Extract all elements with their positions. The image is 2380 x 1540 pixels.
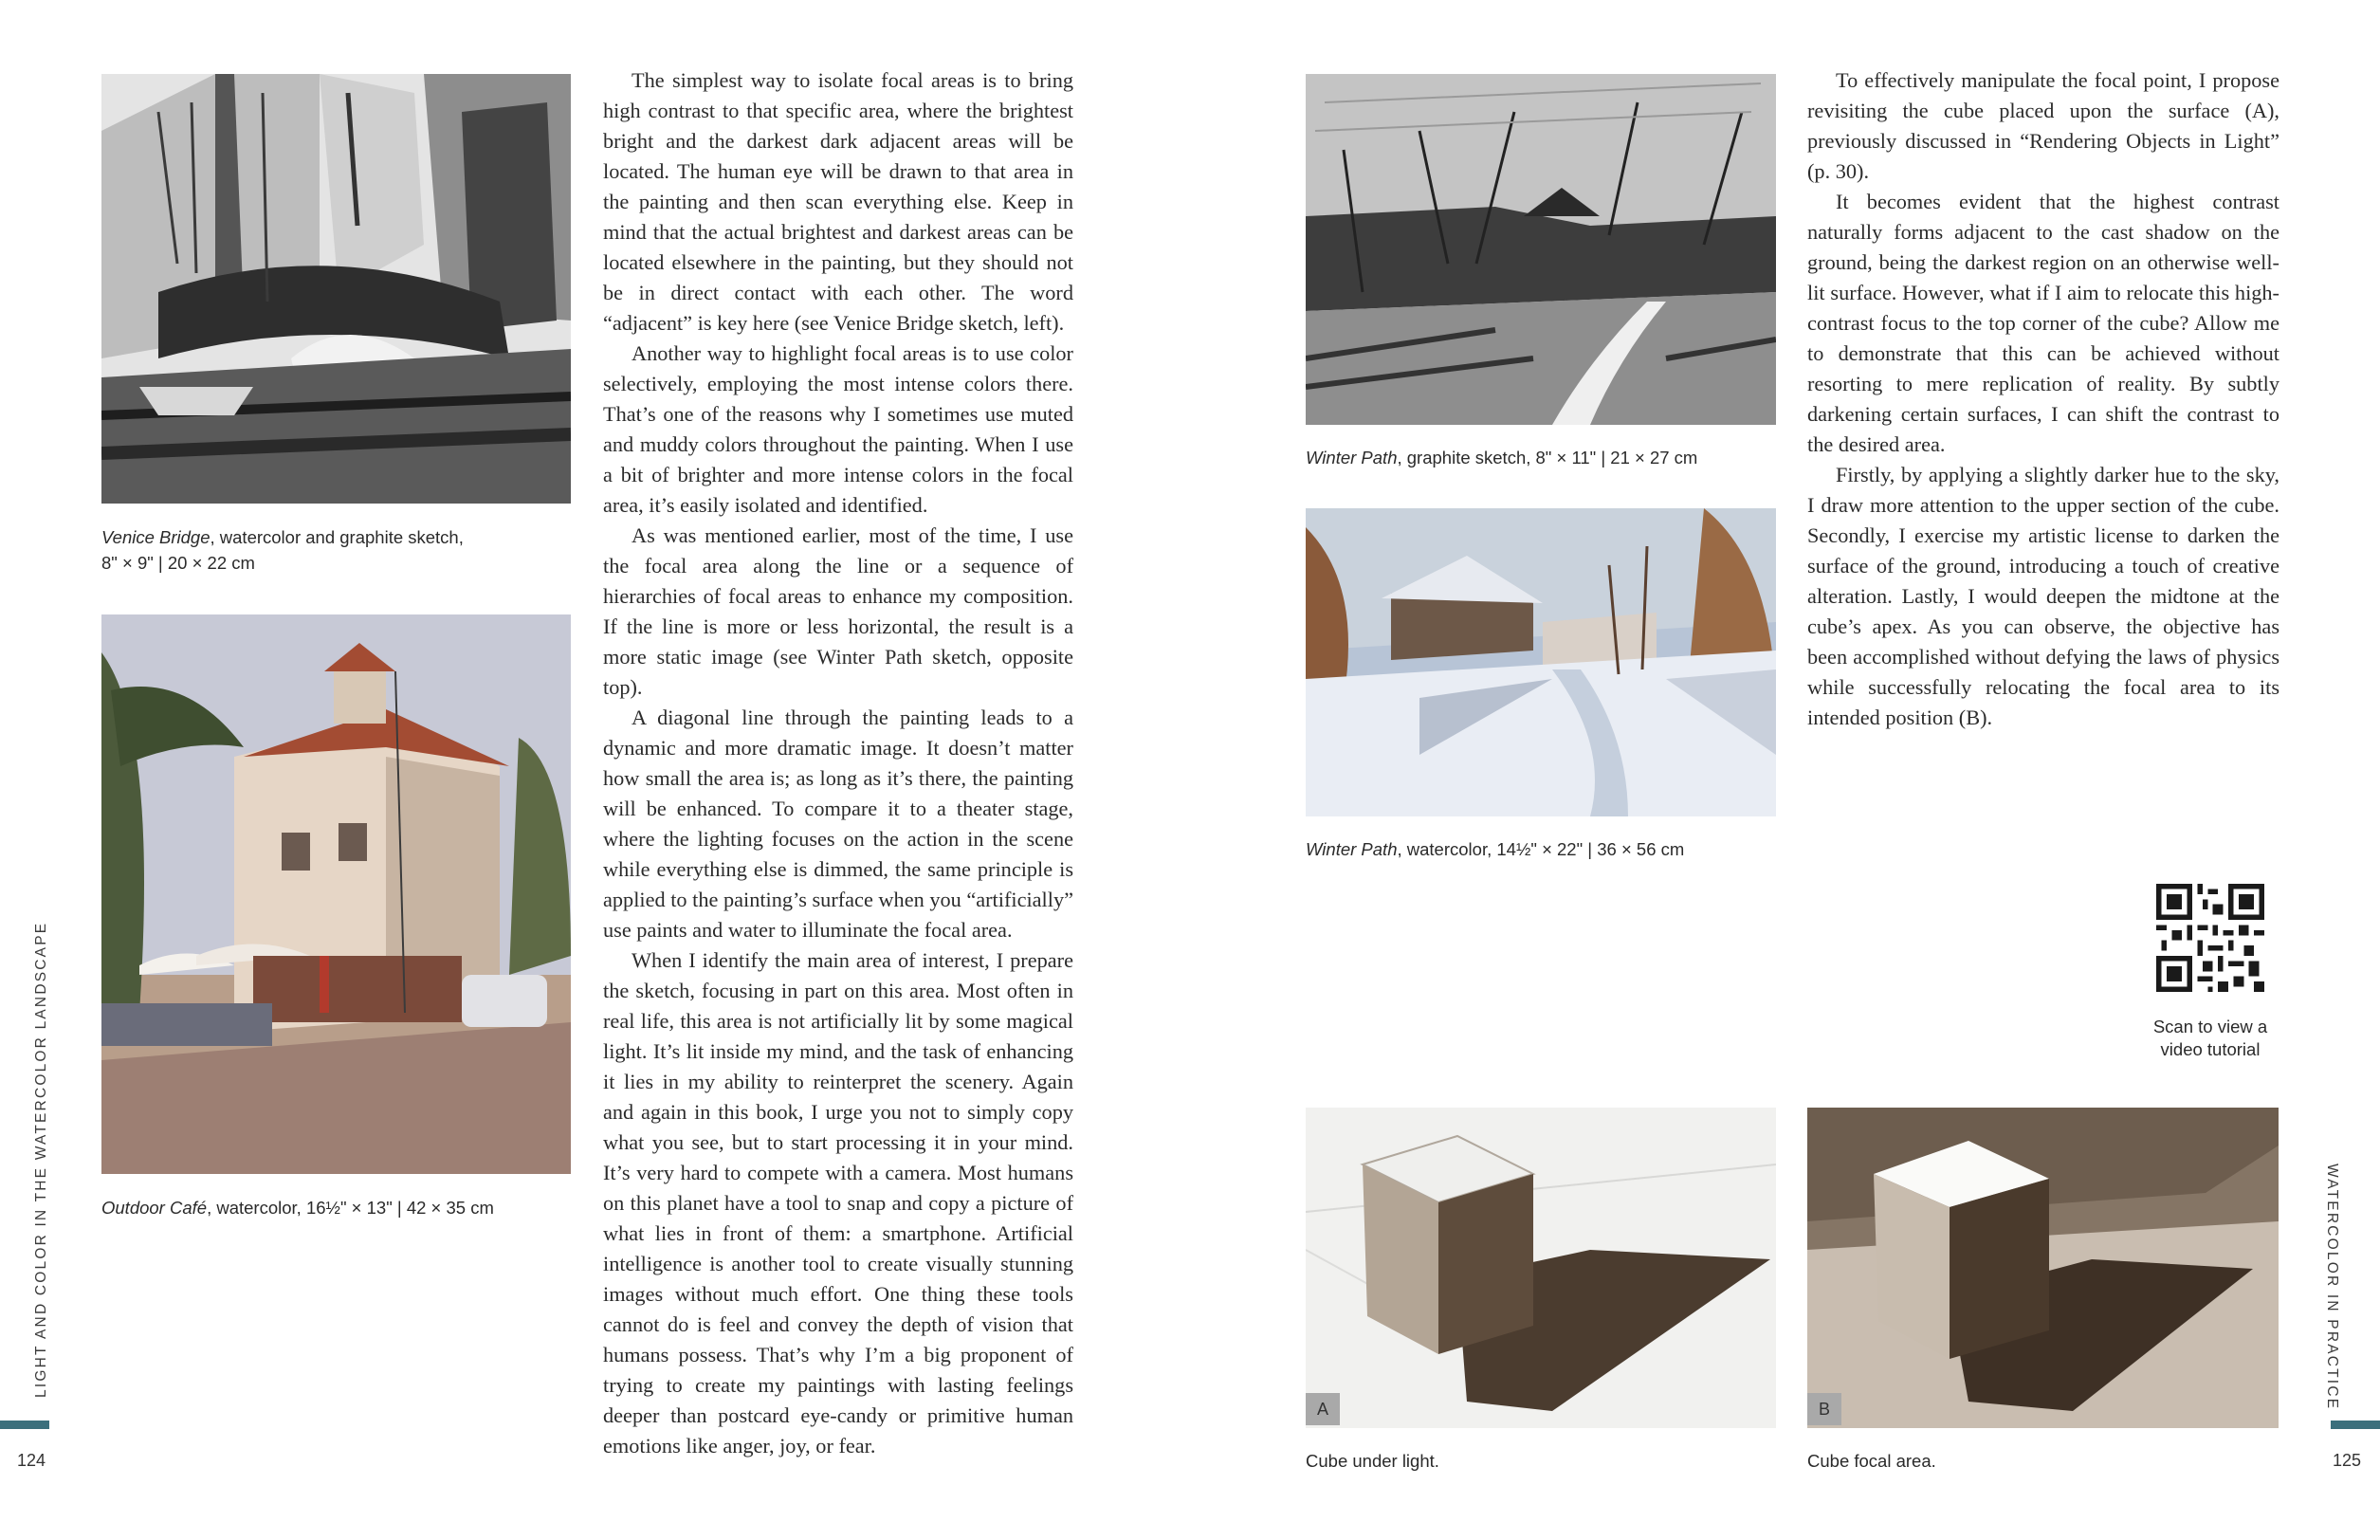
qr-code[interactable]	[2156, 884, 2264, 992]
left-paragraph-5: When I identify the main area of interest, I prepare the sketch, focusing in part on this area. Most often in real life, this area is not artificially lit by some magical light. It’s lit inside my mind, and the task of enhancing it lies in my ability to reinterpret the scenery. Again and again in this book, I urge you not to simply copy what you see, but to start processing it in your mind. It’s very hard to compete with a camera. Most humans on this planet have a tool to snap and copy a picture of what lies in front of them: a smartphone. Artificial intelligence is another tool to create visually stunning images without much effort. One thing these tools cannot do is feel and convey the depth of vision that humans possess. That’s why I’m a big proponent of trying to create my paintings with lasting feelings deeper than postcard eye-candy or primitive human emotions like anger, joy, or fear.	[603, 948, 1073, 1458]
right-body-text	[1807, 65, 2279, 733]
right-paragraph-1: To effectively manipulate the focal point, I propose revisiting the cube placed upon the surface (A), previously discussed in “Rendering Objects in Light” (p. 30).	[1807, 68, 2279, 183]
cube-a-image	[1306, 1108, 1776, 1428]
right-running-head: WATERCOLOR IN PRACTICE	[2324, 1164, 2340, 1411]
right-paragraph-3: Firstly, by applying a slightly darker hue to the sky, I draw more attention to the upper section of the cube. Secondly, I exercise my artistic license to darken the surface of the ground, introducing a touch of creative alteration. Lastly, I would deepen the midtone at the cube’s apex. As you can observe, the objective has been accomplished without defying the laws of physics while successfully relocating the focal area to its intended position (B).	[1807, 463, 2279, 729]
left-paragraph-3: As was mentioned earlier, most of the time, I use the focal area along the line or a sequence of hierarchies of focal areas to enhance my composition. If the line is more or less horizontal, the result is a more static image (see Winter Path sketch, opposite top).	[603, 523, 1073, 699]
winter-path-watercolor-image	[1306, 508, 1776, 816]
left-paragraph-2: Another way to highlight focal areas is to use color selectively, employing the most intense colors there. That’s one of the reasons why I sometimes use muted and muddy colors throughout the painting. When I use a bit of brighter and more intense colors in the focal area, it’s easily isolated and identified.	[603, 341, 1073, 517]
left-page-tab	[0, 1421, 49, 1429]
left-running-head: LIGHT AND COLOR IN THE WATERCOLOR LANDSCAPE	[33, 921, 49, 1398]
right-page-tab	[2331, 1421, 2380, 1429]
venice-bridge-image	[101, 74, 571, 504]
venice-bridge-title: Venice Bridge	[101, 527, 211, 547]
outdoor-cafe-image	[101, 614, 571, 1174]
cube-b-image	[1807, 1108, 2279, 1428]
left-paragraph-4: A diagonal line through the painting leads to a dynamic and more dramatic image. It doesn’t matter how small the area is; as long as it’s there, the painting will be enhanced. To compare it to a theater stage, where the lighting focuses on the action in the scene while everything else is dimmed, the same principle is applied to the painting’s surface when you “artificially” use paints and water to illuminate the focal area.	[603, 706, 1073, 942]
outdoor-cafe-caption	[101, 1195, 632, 1220]
winter-path-watercolor-caption	[1306, 836, 1799, 862]
qr-caption-line-1: Scan to view a	[2152, 1017, 2268, 1036]
cube-a-tag: A	[1306, 1393, 1340, 1425]
winter-path-sketch-image	[1306, 74, 1776, 425]
venice-bridge-dimensions: 8" × 9" | 20 × 22 cm	[101, 553, 255, 573]
qr-caption	[2125, 1016, 2296, 1061]
venice-bridge-caption	[101, 524, 576, 576]
qr-caption-line-2: video tutorial	[2160, 1039, 2261, 1059]
winter-path-sketch-caption	[1306, 445, 1799, 470]
outdoor-cafe-medium: , watercolor, 16½" × 13" | 42 × 35 cm	[207, 1198, 494, 1218]
outdoor-cafe-title: Outdoor Café	[101, 1198, 208, 1218]
right-paragraph-2: It becomes evident that the highest contrast naturally forms adjacent to the cast shadow on the ground, being the darkest region on an otherwise well-lit surface. However, what if I aim to relocate this high-contrast focus to the top corner of the cube? Allow me to demonstrate that this can be achieved without resorting to mere replication of reality. By subtly darkening certain surfaces, I can shift the contrast to the desired area.	[1807, 190, 2279, 456]
winter-path-sketch-title: Winter Path	[1306, 448, 1398, 468]
winter-path-sketch-medium: , graphite sketch, 8" × 11" | 21 × 27 cm	[1397, 448, 1698, 468]
winter-path-watercolor-title: Winter Path	[1306, 839, 1398, 859]
winter-path-watercolor-medium: , watercolor, 14½" × 22" | 36 × 56 cm	[1397, 839, 1685, 859]
left-folio: 124	[17, 1451, 46, 1470]
cube-b-tag: B	[1807, 1393, 1841, 1425]
cube-a-caption: Cube under light.	[1306, 1451, 1439, 1471]
venice-bridge-medium: , watercolor and graphite sketch,	[210, 527, 464, 547]
left-paragraph-1: The simplest way to isolate focal areas is to bring high contrast to that specific area, where the brightest bright and the darkest dark adjacent areas will be located. The human eye will be drawn to that area in the painting and then scan everything else. Keep in mind that the actual brightest and darkest areas can be located elsewhere in the painting, but they should not be in direct contact with each other. The word “adjacent” is key here (see Venice Bridge sketch, left).	[603, 68, 1073, 335]
cube-b-caption: Cube focal area.	[1807, 1451, 1936, 1471]
left-body-text	[603, 65, 1073, 1461]
right-folio: 125	[2333, 1451, 2362, 1470]
